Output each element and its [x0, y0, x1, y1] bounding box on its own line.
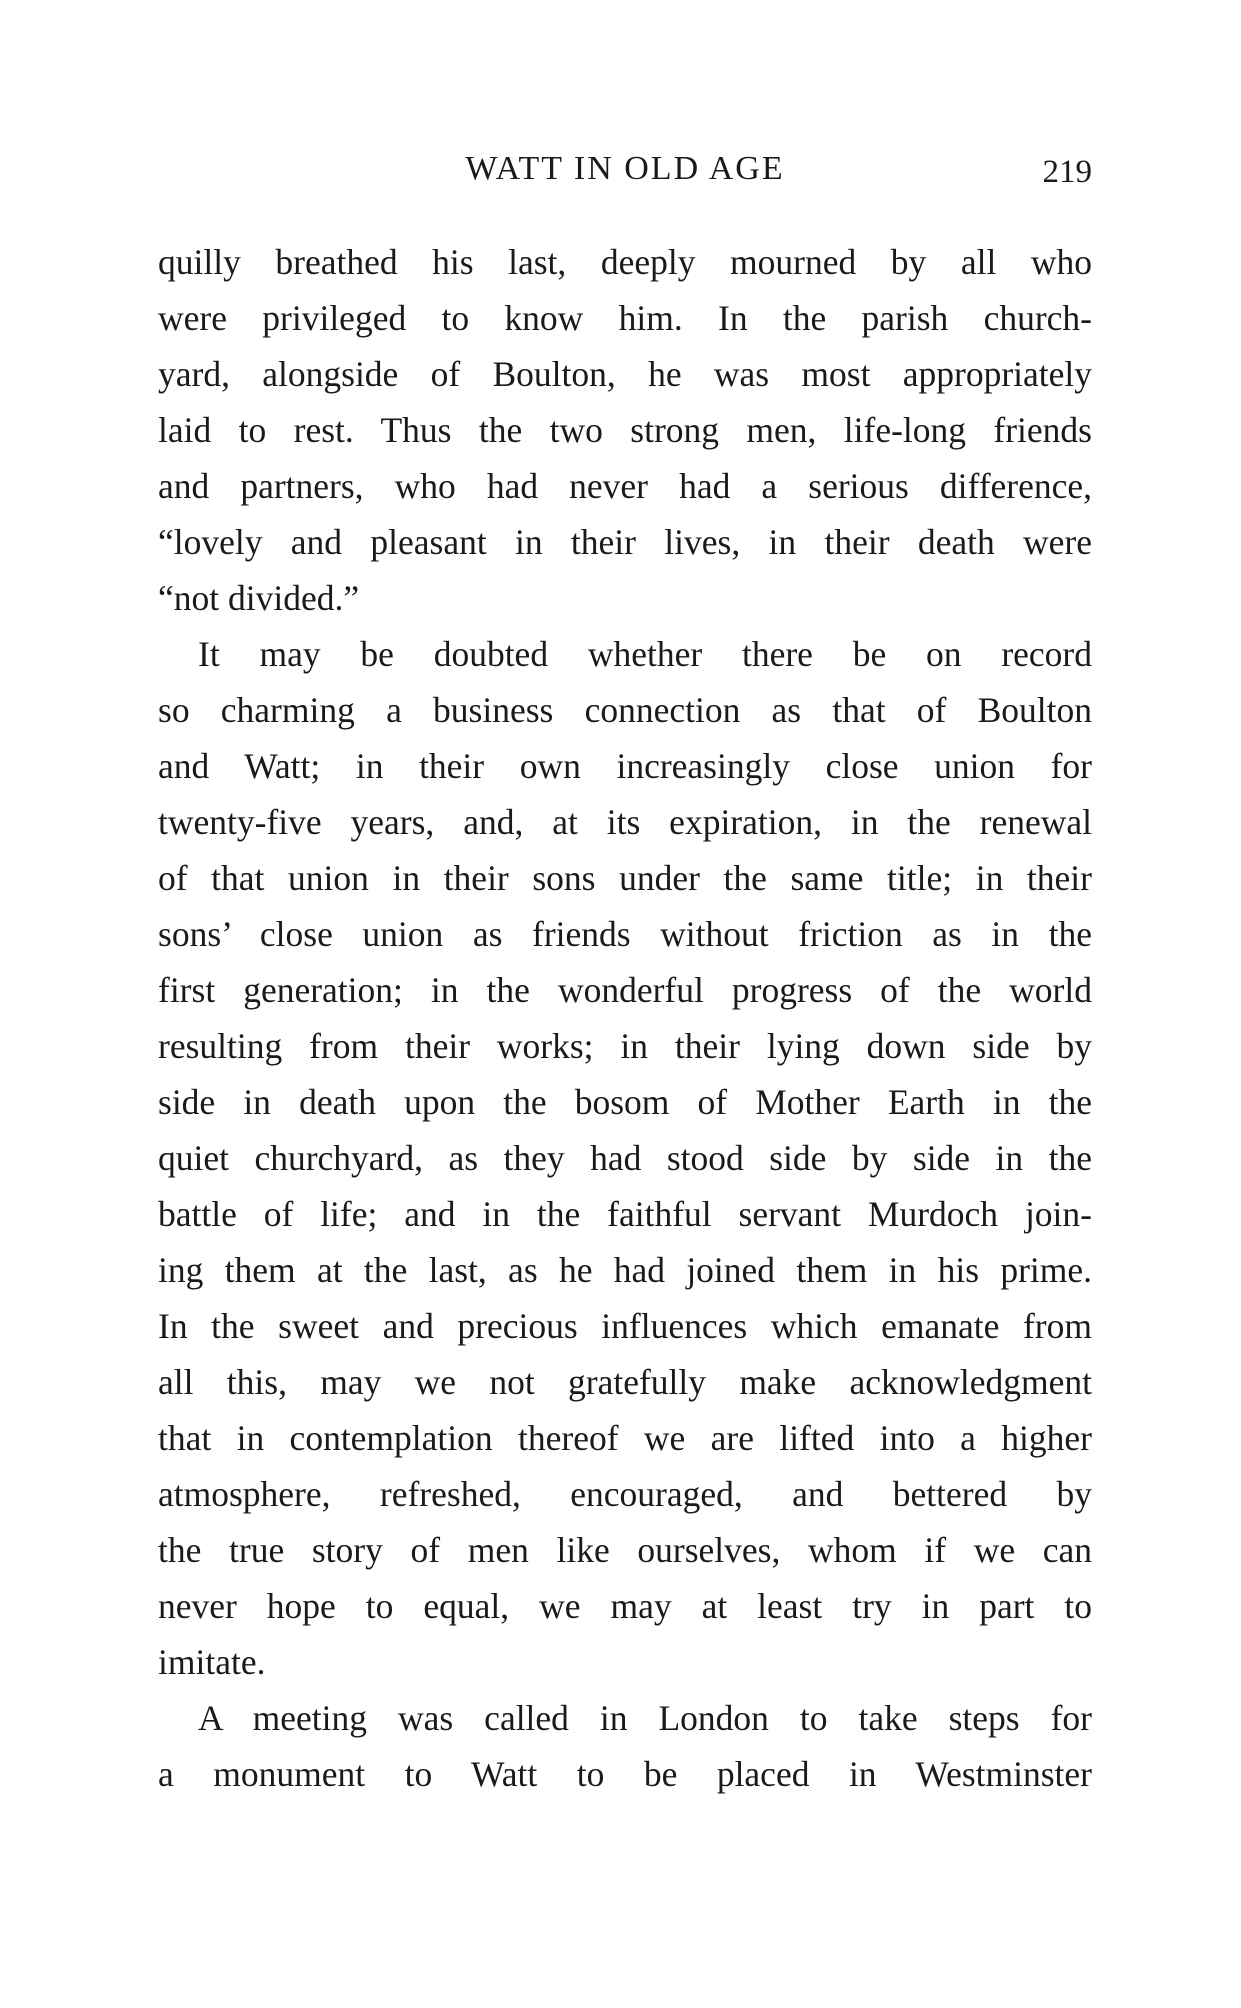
text-line: quilly breathed his last, deeply mourned by all who — [158, 242, 1092, 282]
text-line: A meeting was called in London to take steps for — [198, 1698, 1092, 1738]
text-line: laid to rest. Thus the two strong men, life-long friends — [158, 410, 1092, 450]
text-line: It may be doubted whether there be on record — [198, 634, 1092, 674]
text-line: of that union in their sons under the same title; in their — [158, 858, 1092, 898]
page-header — [158, 150, 1092, 200]
text-line: were privileged to know him. In the parish church- — [158, 298, 1092, 338]
text-line: atmosphere, refreshed, encouraged, and bettered by — [158, 1474, 1092, 1514]
text-line: quiet churchyard, as they had stood side by side in the — [158, 1138, 1092, 1178]
paragraph — [158, 626, 1092, 1690]
text-line: all this, may we not gratefully make acknowledgment — [158, 1362, 1092, 1402]
text-line: the true story of men like ourselves, whom if we can — [158, 1530, 1092, 1570]
text-line: ing them at the last, as he had joined them in his prime. — [158, 1250, 1092, 1290]
text-line: so charming a business connection as that of Boulton — [158, 690, 1092, 730]
text-line: a monument to Watt to be placed in Westminster — [158, 1754, 1092, 1794]
text-line: battle of life; and in the faithful servant Murdoch join- — [158, 1194, 1092, 1234]
text-line: side in death upon the bosom of Mother Earth in the — [158, 1082, 1092, 1122]
text-line: that in contemplation thereof we are lifted into a higher — [158, 1418, 1092, 1458]
running-head: WATT IN OLD AGE — [465, 150, 785, 187]
text-line: never hope to equal, we may at least try in part to — [158, 1586, 1092, 1626]
text-line: and partners, who had never had a serious difference, — [158, 466, 1092, 506]
text-line: sons’ close union as friends without friction as in the — [158, 914, 1092, 954]
text-line: “lovely and pleasant in their lives, in their death were — [158, 522, 1092, 562]
text-line: imitate. — [158, 1642, 266, 1682]
text-line: “not divided.” — [158, 578, 360, 618]
text-line: and Watt; in their own increasingly close union for — [158, 746, 1092, 786]
page-number: 219 — [1042, 154, 1092, 190]
text-line: In the sweet and precious influences which emanate from — [158, 1306, 1092, 1346]
paragraph — [158, 234, 1092, 626]
text-line: first generation; in the wonderful progress of the world — [158, 970, 1092, 1010]
text-line: yard, alongside of Boulton, he was most appropriately — [158, 354, 1092, 394]
text-line: twenty-five years, and, at its expiration, in the renewal — [158, 802, 1092, 842]
page-body — [158, 234, 1092, 1802]
paragraph — [158, 1690, 1092, 1802]
text-line: resulting from their works; in their lying down side by — [158, 1026, 1092, 1066]
